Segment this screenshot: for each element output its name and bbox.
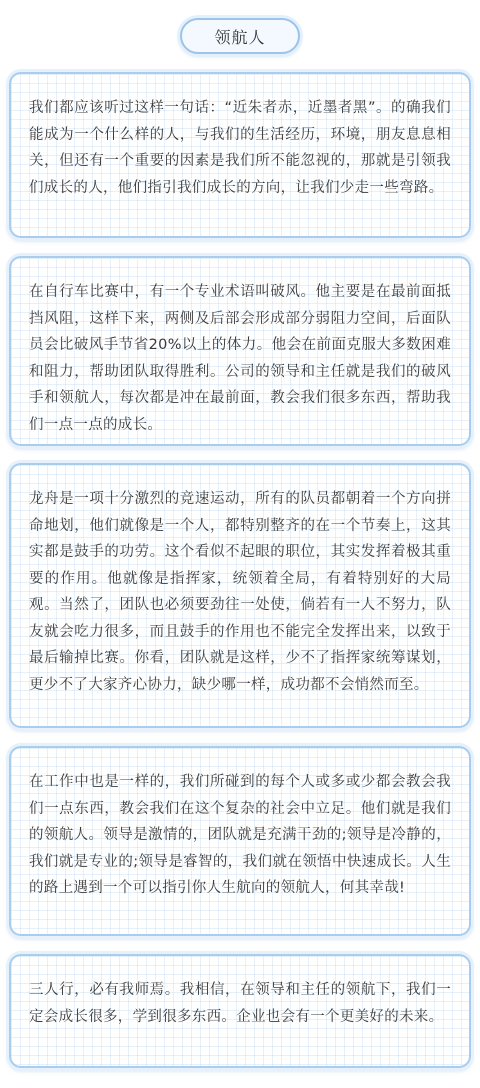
paragraph-text: 在工作中也是一样的，我们所碰到的每个人或多或少都会教会我们一点东西，教会我们在这个复杂的社会中立足。他们就是我们的领航人。领导是激情的，团队就是充满干劲的;领导是冷静的，我们就是专业的;领导是睿智的，我们就在领悟中快速成长。人生的路上遇到一个可以指引你人生航向的领航人，何其幸哉!: [29, 774, 451, 896]
paragraph-text: 在自行车比赛中，有一个专业术语叫破风。他主要是在最前面抵挡风阻，这样下来，两侧及后部会形成部分弱阻力空间，后面队员会比破风手节省20%以上的体力。他会在前面克服大多数困难和阻力，帮助团队取得胜利。公司的领导和主任就是我们的破风手和领航人，每次都是冲在最前面，教会我们很多东西，帮助我们一点一点的成长。: [29, 284, 451, 433]
paragraph-card-5: [9, 954, 471, 1068]
paragraph-text: 我们都应该听过这样一句话：“近朱者赤，近墨者黑”。的确我们能成为一个什么样的人，与我们的生活经历，环境，朋友息息相关，但还有一个重要的因素是我们所不能忽视的，那就是引领我们成长的人，他们指引我们成长的方向，让我们少走一些弯路。: [29, 100, 451, 196]
paragraph-text: 三人行，必有我师焉。我相信，在领导和主任的领航下，我们一定会成长很多，学到很多东西。企业也会有一个更美好的未来。: [29, 982, 451, 1025]
paragraph-card-4: [9, 746, 471, 936]
page-title: 领航人: [180, 18, 300, 54]
paragraph-card-1: [9, 72, 471, 238]
paragraph-text: 龙舟是一项十分激烈的竞速运动，所有的队员都朝着一个方向拼命地划，他们就像是一个人，都特别整齐的在一个节奏上，这其实都是鼓手的功劳。这个看似不起眼的职位，其实发挥着极其重要的作用。他就像是指挥家，统领着全局，有着特别好的大局观。当然了，团队也必须要劲往一处使，倘若有一人不努力，队友就会吃力很多，而且鼓手的作用也不能完全发挥出来，以致于最后输掉比赛。你看，团队就是这样，少不了指挥家统筹谋划，更少不了大家齐心协力，缺少哪一样，成功都不会悄然而至。: [29, 491, 451, 693]
paragraph-card-3: [9, 463, 471, 728]
paragraph-card-2: [9, 256, 471, 446]
